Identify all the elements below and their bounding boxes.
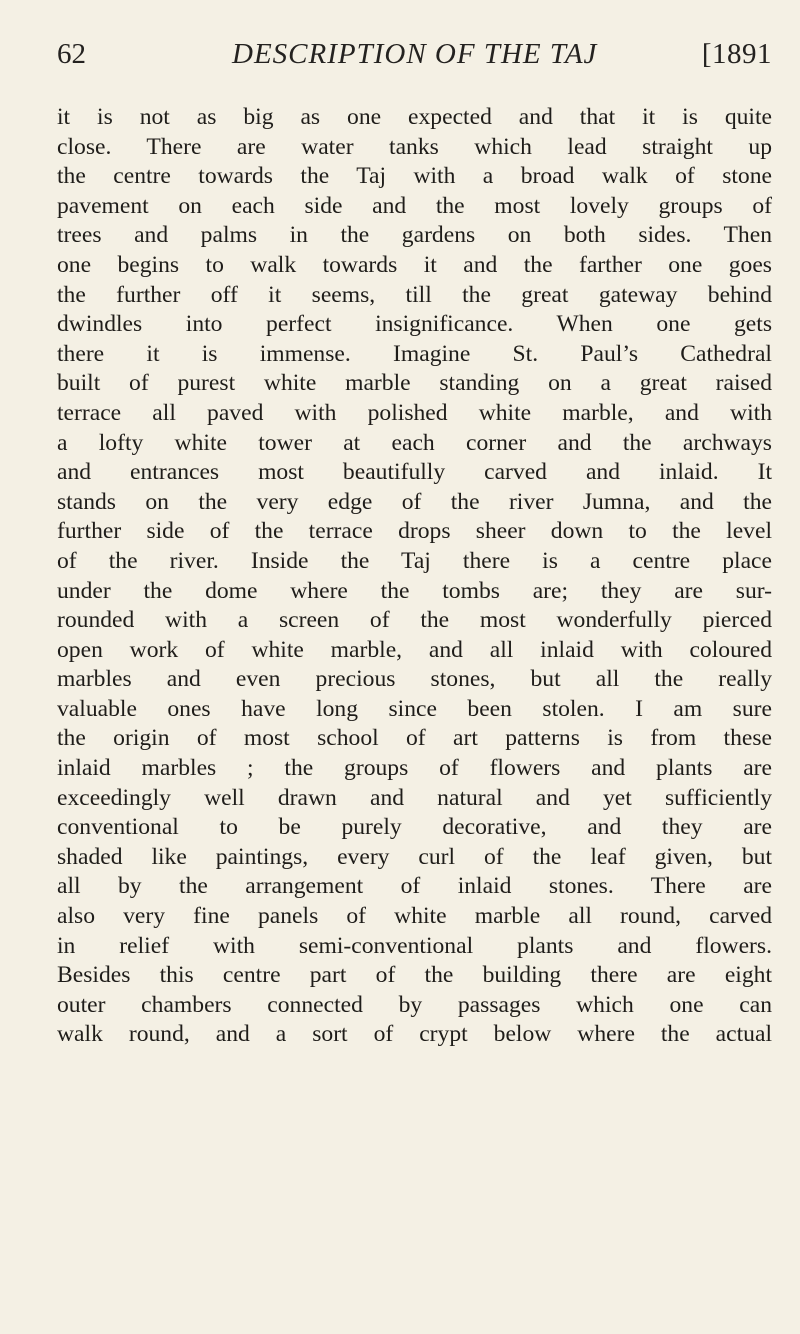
text-line: exceedingly well drawn and natural and yet sufficiently bbox=[57, 784, 772, 811]
page-number: 62 bbox=[57, 38, 86, 70]
text-line: shaded like paintings, every curl of the leaf given, but bbox=[57, 843, 772, 870]
text-line: conventional to be purely decorative, and they are bbox=[57, 814, 772, 841]
text-line: open work of white marble, and all inlaid with coloured bbox=[57, 636, 772, 663]
text-line: terrace all paved with polished white marble, and with bbox=[57, 399, 772, 426]
text-line: built of purest white marble standing on a great raised bbox=[57, 370, 772, 397]
text-line: Besides this centre part of the building there are eight bbox=[57, 962, 772, 989]
text-line: of the river. Inside the Taj there is a centre place bbox=[57, 547, 772, 574]
text-line: under the dome where the tombs are; they are sur- bbox=[57, 577, 772, 604]
text-line: trees and palms in the gardens on both sides. Then bbox=[57, 222, 772, 249]
text-line: dwindles into perfect insignificance. When one gets bbox=[57, 311, 772, 338]
text-line: all by the arrangement of inlaid stones. There are bbox=[57, 873, 772, 900]
running-head bbox=[57, 38, 772, 78]
text-line: close. There are water tanks which lead straight up bbox=[57, 133, 772, 160]
text-line: there it is immense. Imagine St. Paul’s Cathedral bbox=[57, 340, 772, 367]
text-line: marbles and even precious stones, but all the really bbox=[57, 666, 772, 693]
text-line: it is not as big as one expected and that it is quite bbox=[57, 104, 772, 130]
running-year: [1891 bbox=[701, 38, 772, 70]
text-line: walk round, and a sort of crypt below where the actual bbox=[57, 1021, 772, 1048]
text-line: pavement on each side and the most lovely groups of bbox=[57, 192, 772, 219]
text-line: and entrances most beautifully carved and inlaid. It bbox=[57, 459, 772, 486]
text-line: inlaid marbles ; the groups of flowers and plants are bbox=[57, 755, 772, 782]
text-line: one begins to walk towards it and the farther one goes bbox=[57, 251, 772, 278]
text-line: also very fine panels of white marble all round, carved bbox=[57, 903, 772, 930]
text-line: valuable ones have long since been stolen. I am sure bbox=[57, 695, 772, 722]
text-line: the origin of most school of art patterns is from these bbox=[57, 725, 772, 752]
text-line: stands on the very edge of the river Jumna, and the bbox=[57, 488, 772, 515]
text-line: the centre towards the Taj with a broad walk of stone bbox=[57, 163, 772, 190]
body-text bbox=[57, 103, 772, 1050]
text-line: outer chambers connected by passages which one can bbox=[57, 991, 772, 1018]
running-title: DESCRIPTION OF THE TAJ bbox=[232, 38, 598, 70]
text-line: the further off it seems, till the great gateway behind bbox=[57, 281, 772, 308]
text-line: further side of the terrace drops sheer down to the level bbox=[57, 518, 772, 545]
text-line: a lofty white tower at each corner and the archways bbox=[57, 429, 772, 456]
text-line: in relief with semi-conventional plants and flowers. bbox=[57, 932, 772, 959]
text-line: rounded with a screen of the most wonderfully pierced bbox=[57, 607, 772, 634]
